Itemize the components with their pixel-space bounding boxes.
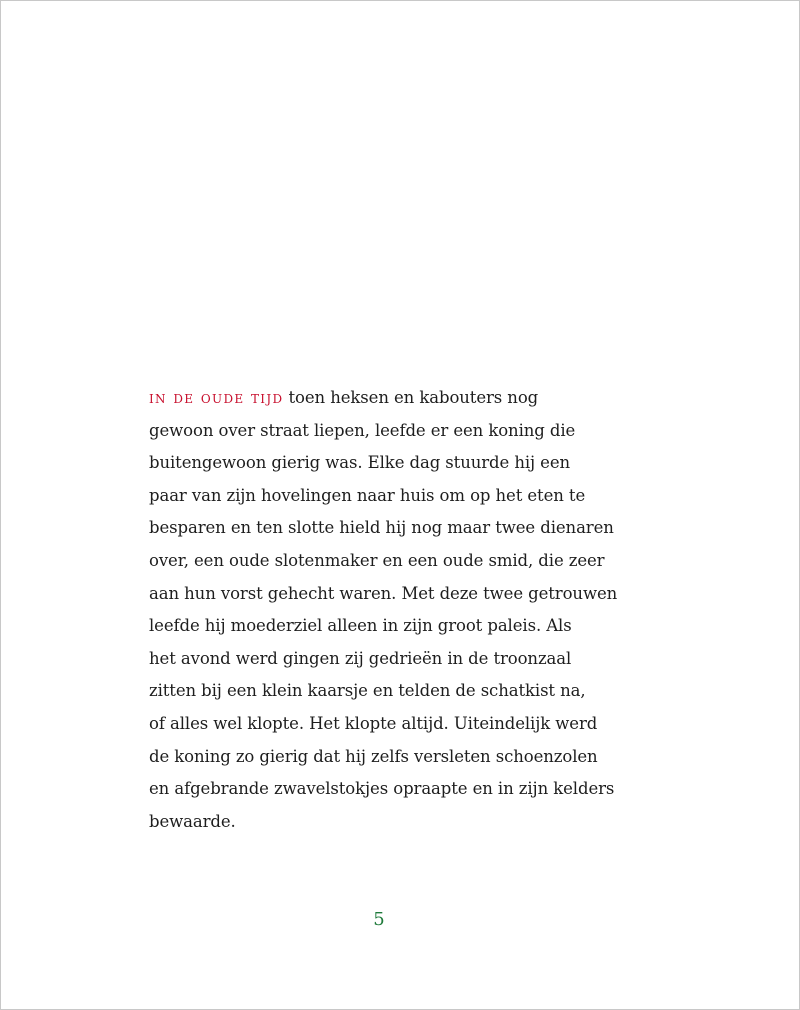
lead-in-small-caps: in de oude tijd [149, 388, 284, 407]
paragraph-line: gewoon over straat liepen, leefde er een koning die [149, 420, 576, 440]
paragraph-line: en afgebrande zwavelstokjes opraapte en in zijn kelders [149, 779, 615, 799]
paragraph-line: over, een oude slotenmaker en een oude smid, die zeer [149, 550, 605, 570]
paragraph-line: of alles wel klopte. Het klopte altijd. Uiteindelijk werd [149, 713, 598, 733]
paragraph-line: buitengewoon gierig was. Elke dag stuurde hij een [149, 453, 571, 473]
paragraph-line-1 [149, 382, 629, 415]
paragraph-line: paar van zijn hovelingen naar huis om op het eten te [149, 485, 586, 505]
paragraph-line: het avond werd gingen zij gedrieën in de troonzaal [149, 648, 572, 668]
paragraph-line: de koning zo gierig dat hij zelfs versleten schoenzolen [149, 746, 598, 766]
paragraph-line: zitten bij een klein kaarsje en telden de schatkist na, [149, 681, 586, 701]
first-line-text: toen heksen en kabouters nog [283, 388, 539, 407]
paragraph-line: bewaarde. [149, 811, 236, 831]
page-number: 5 [373, 909, 385, 930]
paragraph-line: leefde hij moederziel alleen in zijn groot paleis. Als [149, 616, 572, 636]
story-paragraph [149, 382, 629, 838]
paragraph-line: aan hun vorst gehecht waren. Met deze twee getrouwen [149, 583, 618, 603]
paragraph-line: besparen en ten slotte hield hij nog maar twee dienaren [149, 518, 614, 538]
